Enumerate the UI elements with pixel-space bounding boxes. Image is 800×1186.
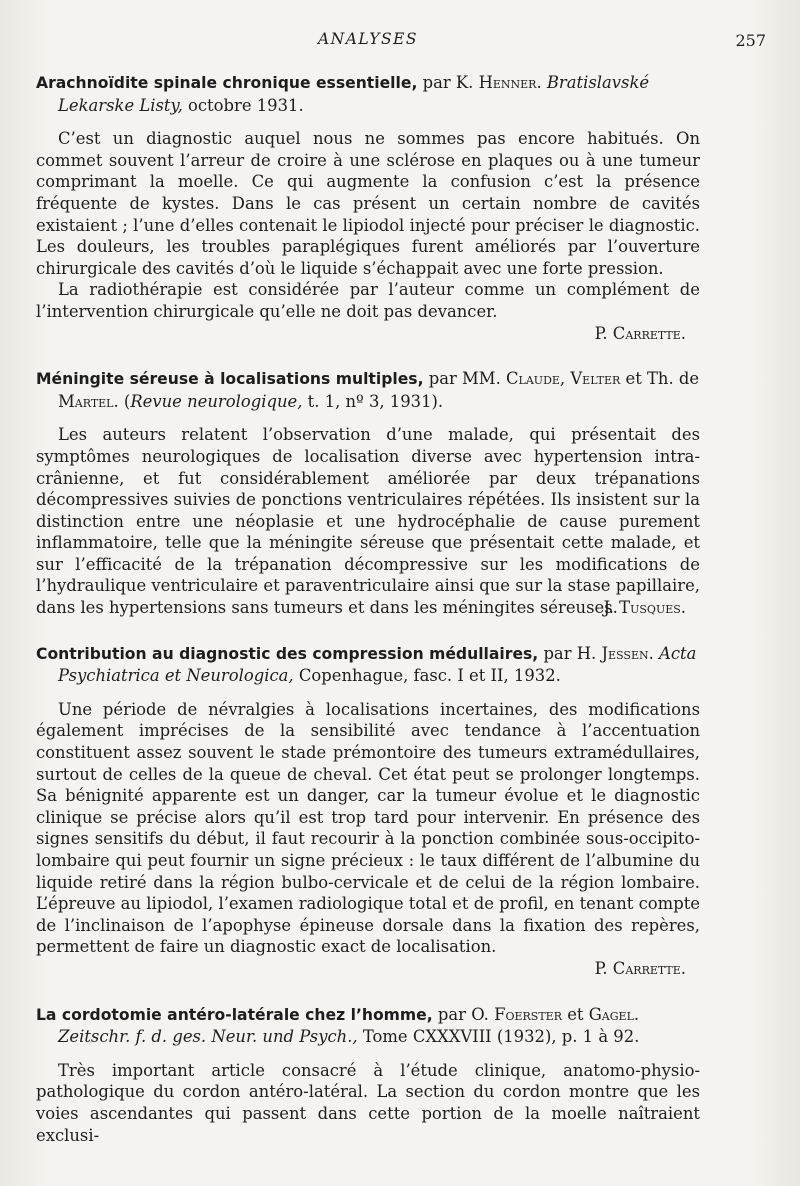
article-author: Henner	[478, 73, 537, 92]
page-number: 257	[735, 31, 766, 50]
by-text: par O.	[432, 1004, 495, 1024]
article-source: Revue neurologique,	[130, 391, 303, 411]
and-text: et	[562, 1004, 589, 1024]
article-heading	[36, 643, 700, 687]
by-text: par H.	[538, 643, 602, 663]
paragraph: Une période de névralgies à localisations incertaines, des modifications également imprécises de la sensibilité avec tendance à l’accentuation constituent assez souvent le stade prémontoire des tumeurs extramédullaires, surtout de celles de la queue de cheval. Cet état peut se prolonger longtemps. Sa bénignité apparente est un danger, car la tumeur évolue et le diagnostic clinique se précise alors qu’il est trop tard pour intervenir. En présence des signes sensitifs du début, il faut recourir à la ponction combinée sous-occipito-lombaire qui peut fournir un signe précieux : le taux différent de l’albumine du liquide retiré dans la région bulbo-cervicale et de celui de la région lombaire. L’épreuve au lipiodol, l’examen radiologique total et de profil, en tenant compte de l’inclinaison de l’apophyse épineuse dorsale dans la fixation des repères, permettent de faire un diagnostic exact de localisation.	[36, 699, 700, 957]
running-title: ANALYSES	[317, 30, 419, 48]
article-source-detail: Copenhague, fasc. I et II, 1932.	[293, 666, 561, 686]
signature: P. Carrette.	[594, 958, 686, 978]
article-heading	[36, 368, 700, 412]
signature: P. Carrette.	[594, 323, 686, 343]
by-text: par K.	[417, 73, 479, 92]
article-source-detail: t. 1, nº 3, 1931).	[302, 391, 444, 411]
by-text: par MM.	[423, 369, 507, 389]
article-title: Arachnoïdite spinale chronique essentielle,	[36, 74, 418, 92]
article-body	[36, 1060, 700, 1146]
punct: .	[648, 643, 660, 663]
article-author: Foerster	[494, 1004, 562, 1024]
article-author: Claude, Velter	[506, 369, 621, 389]
article-body	[36, 128, 700, 322]
article-body	[36, 699, 700, 958]
article-author-2: Gagel	[588, 1004, 634, 1024]
article-source: Acta Psychiatrica et Neurologica,	[58, 643, 697, 686]
running-header	[36, 30, 766, 52]
article-henner	[36, 72, 700, 344]
article-claude	[36, 368, 700, 619]
article-jessen	[36, 643, 700, 980]
punct: .	[633, 1004, 640, 1024]
article-heading	[36, 1004, 700, 1048]
article-body	[36, 424, 700, 618]
article-author: Jessen	[601, 643, 649, 663]
article-heading: Arachnoïdite spinale chronique essentielle, par K. Henner. Bratislavské Lekarske Listy, octobre 1931.	[36, 73, 650, 115]
article-source: Zeitschr. f. d. ges. Neur. und Psych.,	[58, 1027, 358, 1047]
article-foerster	[36, 1004, 700, 1147]
article-title: Contribution au diagnostic des compression médullaires,	[36, 644, 539, 663]
article-source-detail: octobre 1931.	[182, 95, 304, 115]
paragraph: C’est un diagnostic auquel nous ne sommes pas encore habitués. On commet souvent l’arreur de croire à une sclérose en plaques ou à une tumeur comprimant la moelle. Ce qui augmente la confusion c’est la présence fréquente de kystes. Dans le cas présent un certain nombre de cavités existaient ; l’une d’elles contenait le lipiodol injecté pour préciser le diagnostic. Les douleurs, les troubles paraplégiques furent améliorés par l’ouverture chirurgicale des cavités d’où le liquide s’échappait avec une forte pression.	[36, 129, 700, 278]
and-text: et Th. de	[620, 369, 700, 389]
punct: . (	[113, 391, 131, 411]
article-source-detail: Tome CXXXVIII (1932), p. 1 à 92.	[357, 1027, 640, 1047]
signature: J. Tusques.	[603, 598, 686, 618]
article-title: La cordotomie antéro-latérale chez l’homme,	[36, 1005, 433, 1024]
article-source: Bratislavské Lekarske Listy,	[58, 73, 650, 115]
paragraph: Les auteurs relatent l’observation d’une malade, qui présentait des symptômes neurologiques de localisation diverse avec hypertension intra-crânienne, et fut considérablement améliorée par deux trépanations décompressives suivies de ponctions ventriculaires répétées. Ils insistent sur la distinction entre une néoplasie et une hydrocéphalie de cause purement inflammatoire, telle que la méningite séreuse que présentait cette malade, et sur l’efficacité de la trépanation décompressive sur les modifications de l’hydraulique ventriculaire et paraventriculaire ainsi que sur la stase papillaire, dans les hypertensions sans tumeurs et dans les méningites séreuses.	[36, 425, 700, 618]
article-title: Méningite séreuse à localisations multiples,	[36, 370, 424, 389]
page-content	[36, 72, 700, 1170]
paragraph: La radiothérapie est considérée par l’auteur comme un complément de l’intervention chirurgicale qu’elle ne doit pas devancer.	[36, 280, 700, 321]
article-author-2: Martel	[58, 391, 114, 411]
paragraph: Très important article consacré à l’étude clinique, anatomo-physio-pathologique du cordon antéro-latéral. La section du cordon montre que les voies ascendantes qui passent dans cette portion de la moelle naîtraient exclusi-	[36, 1060, 700, 1145]
